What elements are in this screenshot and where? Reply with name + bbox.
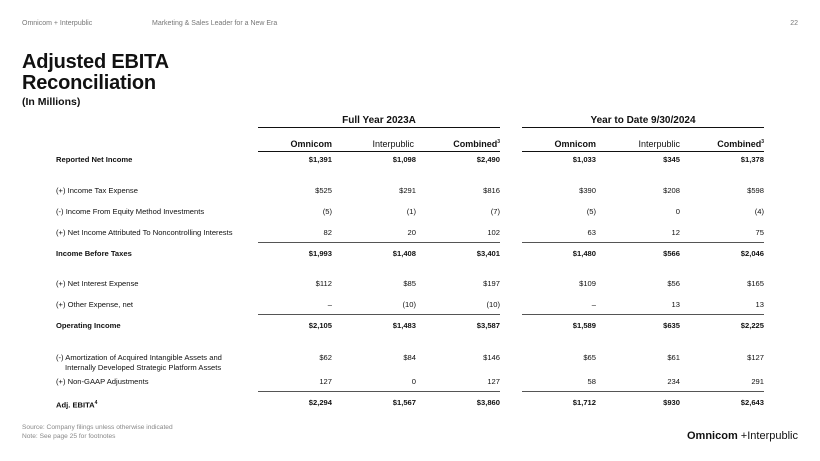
cell: $816 — [483, 186, 500, 195]
group-underline-fy2023 — [258, 127, 500, 128]
group-underline-ytd2024 — [522, 127, 764, 128]
cell: $566 — [663, 249, 680, 258]
cell: $146 — [483, 353, 500, 362]
row-label: (+) Net Interest Expense — [56, 279, 139, 288]
table-row — [56, 228, 764, 240]
cell: $3,860 — [476, 398, 500, 407]
cell: $930 — [663, 398, 680, 407]
cell: 234 — [667, 377, 680, 386]
col-header-omnicom-fy: Omnicom — [290, 139, 332, 149]
table-row — [56, 377, 764, 389]
cell: 13 — [671, 300, 680, 309]
cell: $2,105 — [308, 321, 332, 330]
cell: 75 — [755, 228, 764, 237]
cell: $2,643 — [740, 398, 764, 407]
table-row — [56, 249, 764, 261]
table-row — [56, 398, 764, 410]
cell: 127 — [319, 377, 332, 386]
cell: $84 — [403, 353, 416, 362]
group-header-ytd2024: Year to Date 9/30/2024 — [590, 115, 696, 126]
subtotal-rule — [522, 391, 764, 392]
cell: 58 — [587, 377, 596, 386]
cell: $1,567 — [392, 398, 416, 407]
cell: $3,587 — [476, 321, 500, 330]
row-label: (-) Income From Equity Method Investments — [56, 207, 205, 216]
footer-notes — [22, 423, 173, 441]
cell: $85 — [403, 279, 416, 288]
row-label: (+) Net Income Attributed To Noncontrolling Interests — [56, 228, 233, 237]
cell: $1,480 — [572, 249, 596, 258]
page-number: 22 — [790, 20, 798, 27]
cell: (5) — [586, 207, 596, 216]
logo-interpublic: Interpublic — [747, 430, 798, 442]
cell: 0 — [675, 207, 680, 216]
row-label — [56, 353, 222, 373]
cell: 13 — [755, 300, 764, 309]
top-bar — [22, 20, 798, 32]
table-row — [56, 353, 764, 375]
cell: (4) — [754, 207, 764, 216]
header-company: Omnicom + Interpublic — [22, 20, 93, 27]
cell: $127 — [747, 353, 764, 362]
col-header-combined-ytd: Combined$^3$ — [717, 139, 764, 149]
cell: 102 — [487, 228, 500, 237]
cell: – — [327, 300, 332, 309]
logo-omnicom: Omnicom — [687, 430, 738, 442]
cell: $1,483 — [392, 321, 416, 330]
cell: (1) — [406, 207, 416, 216]
cell: $1,391 — [308, 155, 332, 164]
cell: $1,098 — [392, 155, 416, 164]
header-tagline: Marketing & Sales Leader for a New Era — [152, 20, 278, 27]
row-label: Income Before Taxes — [56, 249, 132, 258]
page-subtitle: (In Millions) — [22, 96, 81, 108]
footnote-reference: Note: See page 25 for footnotes — [22, 433, 116, 440]
cell: $208 — [663, 186, 680, 195]
row-label-line2: Internally Developed Strategic Platform Assets — [65, 363, 222, 372]
table-row — [56, 321, 764, 333]
cell: $598 — [747, 186, 764, 195]
cell: $3,401 — [476, 249, 500, 258]
cell: $2,294 — [308, 398, 332, 407]
source-note: Source: Company filings unless otherwise indicated — [22, 424, 173, 431]
row-label: Reported Net Income — [56, 155, 133, 164]
cell: $197 — [483, 279, 500, 288]
cell: $635 — [663, 321, 680, 330]
cell: $291 — [399, 186, 416, 195]
cell: 63 — [587, 228, 596, 237]
table-row — [56, 186, 764, 198]
combined-logo — [687, 430, 798, 442]
cell: $2,490 — [476, 155, 500, 164]
cell: $1,993 — [308, 249, 332, 258]
group-header-fy2023: Full Year 2023A — [342, 115, 416, 126]
cell: – — [591, 300, 596, 309]
subtotal-rule — [522, 314, 764, 315]
subtotal-rule — [258, 314, 500, 315]
row-label-line1: (-) Amortization of Acquired Intangible Assets and — [56, 353, 222, 362]
cell: $345 — [663, 155, 680, 164]
cell: $390 — [579, 186, 596, 195]
cell: $61 — [667, 353, 680, 362]
cell: $1,033 — [572, 155, 596, 164]
cell: $65 — [583, 353, 596, 362]
cell: $165 — [747, 279, 764, 288]
cell: (10) — [486, 300, 500, 309]
table-row — [56, 300, 764, 312]
cell: $56 — [667, 279, 680, 288]
header-rule-ytd — [522, 151, 764, 152]
cell: $1,712 — [572, 398, 596, 407]
cell: 20 — [407, 228, 416, 237]
row-label: (+) Non-GAAP Adjustments — [56, 377, 149, 386]
subtotal-rule — [258, 391, 500, 392]
cell: $1,378 — [740, 155, 764, 164]
col-header-omnicom-ytd: Omnicom — [554, 139, 596, 149]
cell: (10) — [402, 300, 416, 309]
subtotal-rule — [522, 242, 764, 243]
cell: $109 — [579, 279, 596, 288]
table-row — [56, 207, 764, 219]
table-row — [56, 279, 764, 291]
page-title: Adjusted EBITA Reconciliation — [22, 51, 169, 94]
cell: 82 — [323, 228, 332, 237]
cell: 291 — [751, 377, 764, 386]
cell: $2,046 — [740, 249, 764, 258]
col-header-combined-fy: Combined$^3$ — [453, 139, 500, 149]
cell: $112 — [315, 279, 332, 288]
col-header-interpublic-ytd: Interpublic — [638, 139, 680, 149]
cell: $1,589 — [572, 321, 596, 330]
row-label: Operating Income — [56, 321, 121, 330]
logo-plus: + — [740, 430, 748, 442]
row-label: Adj. EBITA$^4$ — [56, 400, 98, 410]
cell: $1,408 — [392, 249, 416, 258]
cell: (5) — [322, 207, 332, 216]
cell: (7) — [490, 207, 500, 216]
cell: $2,225 — [740, 321, 764, 330]
cell: 127 — [487, 377, 500, 386]
col-header-interpublic-fy: Interpublic — [372, 139, 414, 149]
cell: $62 — [319, 353, 332, 362]
cell: 0 — [411, 377, 416, 386]
subtotal-rule — [258, 242, 500, 243]
row-label: (+) Income Tax Expense — [56, 186, 138, 195]
cell: $525 — [315, 186, 332, 195]
table-row — [56, 155, 764, 167]
header-rule-fy — [258, 151, 500, 152]
cell: 12 — [671, 228, 680, 237]
row-label: (+) Other Expense, net — [56, 300, 134, 309]
